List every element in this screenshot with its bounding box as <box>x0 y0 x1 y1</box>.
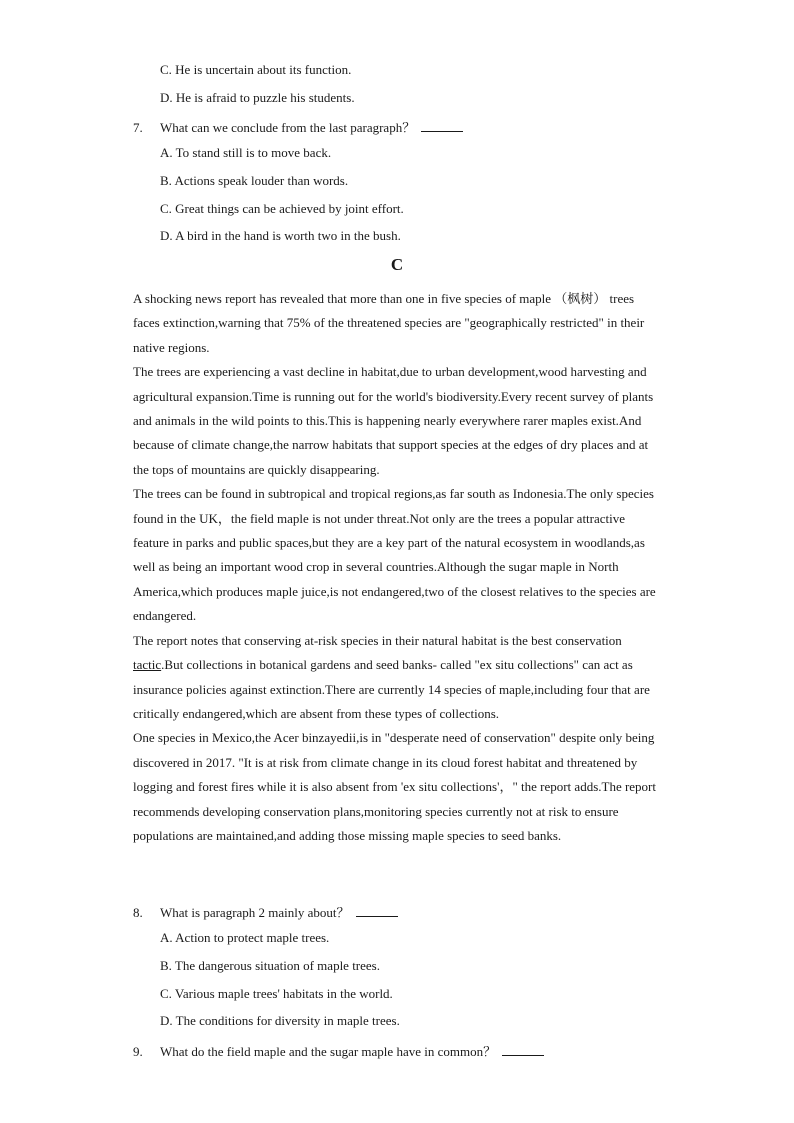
section-title: C <box>390 255 404 274</box>
q8-option-a: A. Action to protect maple trees. <box>160 930 330 945</box>
q6-option-d: D. He is afraid to puzzle his students. <box>160 90 355 105</box>
reading-passage <box>133 287 663 848</box>
passage-paragraph-2: The trees are experiencing a vast decline in habitat,due to urban development,wood harvesting and agricultural expansion.Time is running out for the world's biodiversity.Every recent survey of plants and animals in the wild points to this.This is happening nearly everywhere rarer maples exist.And because of climate change,the narrow habitats that support species at the edges of dry places and at the tops of mountains are quickly disappearing. <box>133 364 654 477</box>
paragraph-4-end: .But collections in botanical gardens and seed banks- called "ex situ collections" can act as insurance policies against extinction.There are currently 14 species of maple,including four that are critically endangered,which are absent from these types of collections. <box>133 657 650 721</box>
question-number: 7. <box>133 120 143 135</box>
q8-option-c: C. Various maple trees' habitats in the world. <box>160 986 393 1001</box>
answer-blank <box>502 1044 544 1056</box>
question-7 <box>133 117 463 136</box>
question-9 <box>133 1041 544 1060</box>
passage-paragraph-1: A shocking news report has revealed that more than one in five species of maple （枫树） trees faces extinction,warning that 75% of the threatened species are "geographically restricted" in their native regions. <box>133 291 645 355</box>
question-number: 9. <box>133 1044 143 1059</box>
question-text: What can we conclude from the last paragraph？ <box>160 120 416 135</box>
question-text: What is paragraph 2 mainly about？ <box>160 905 350 920</box>
answer-blank <box>356 905 398 917</box>
q7-option-b: B. Actions speak louder than words. <box>160 173 349 188</box>
underlined-word: tactic <box>133 657 162 673</box>
q7-option-a: A. To stand still is to move back. <box>160 145 332 160</box>
q8-option-d: D. The conditions for diversity in maple trees. <box>160 1013 400 1028</box>
q8-option-b: B. The dangerous situation of maple trees. <box>160 958 380 973</box>
passage-paragraph-4 <box>133 629 663 727</box>
q7-option-c: C. Great things can be achieved by joint effort. <box>160 201 404 216</box>
passage-paragraph-3: The trees can be found in subtropical and tropical regions,as far south as Indonesia.The only species found in the UK，the field maple is not under threat.Not only are the trees a popular attractive feature in parks and public spaces,but they are a key part of the natural ecosystem in woodlands,as well as being an important wood crop in several countries.Although the sugar maple in North America,which produces maple juice,is not endangered,two of the closest relatives to the species are endangered. <box>133 486 656 624</box>
question-text: What do the field maple and the sugar maple have in common？ <box>160 1044 497 1059</box>
question-8 <box>133 902 398 921</box>
q7-option-d: D. A bird in the hand is worth two in the bush. <box>160 228 401 243</box>
passage-paragraph-5: One species in Mexico,the Acer binzayedii,is in "desperate need of conservation" despite only being discovered in 2017. "It is at risk from climate change in its cloud forest habitat and threatened by logging and forest fires while it is also absent from 'ex situ collections'，" the report adds.The report recommends developing conservation plans,monitoring species currently not at risk to ensure populations are maintained,and adding those missing maple species to seed banks. <box>133 730 657 843</box>
q6-option-c: C. He is uncertain about its function. <box>160 62 352 77</box>
paragraph-4-start: The report notes that conserving at-risk species in their natural habitat is the best conservation <box>133 632 622 648</box>
answer-blank <box>421 120 463 132</box>
question-number: 8. <box>133 905 143 920</box>
